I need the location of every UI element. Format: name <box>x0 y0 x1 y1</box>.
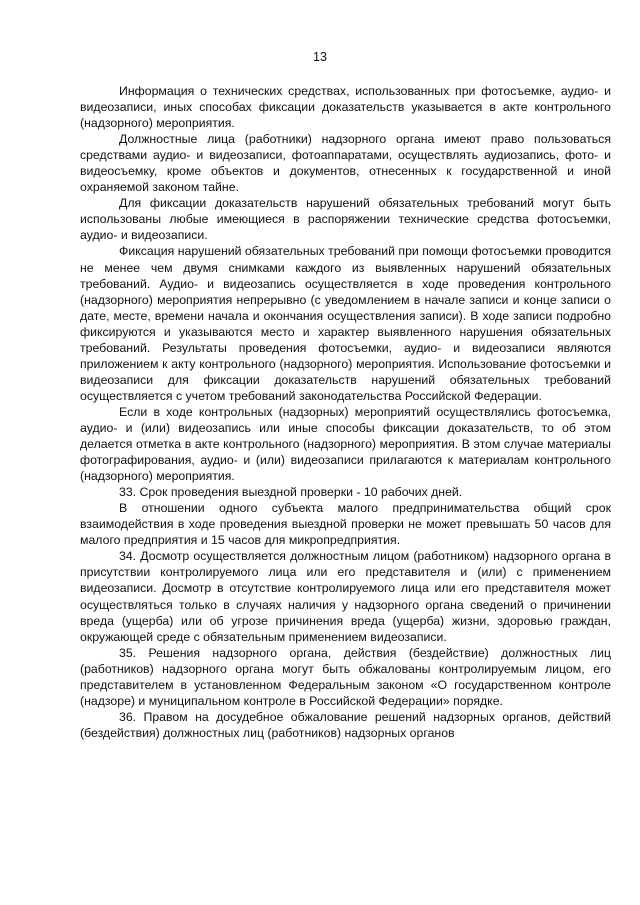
paragraph-photo-fixation: Фиксация нарушений обязательных требований при помощи фотосъемки проводится не менее чем двумя снимками каждого из выявленных нарушений обязательных требований. Аудио- и видеозапись осуществляется в ходе проведения контрольного (надзорного) мероприятия непрерывно (с уведомлением в начале записи и конце записи о дате, месте, времени начала и окончания осуществления записи). В ходе записи подробно фиксируются и указываются место и характер выявленного нарушения обязательных требований. Результаты проведения фотосъемки, аудио- и видеозаписи являются приложением к акту контрольного (надзорного) мероприятия. Использование фотосъемки и видеозаписи для фиксации доказательств нарушений обязательных требований осуществляется с учетом требований законодательства Российской Федерации. <box>80 244 611 403</box>
page-number: 13 <box>313 50 327 64</box>
paragraph-small-business-limit: В отношении одного субъекта малого предпринимательства общий срок взаимодействия в ходе проведения выездной проверки не может превышать 50 часов для малого предприятия и 15 часов для микропредприятия. <box>80 501 611 548</box>
document-body <box>80 83 611 741</box>
paragraph-act-mark: Если в ходе контрольных (надзорных) мероприятий осуществлялись фотосъемка, аудио- и (или) видеозапись или иные способы фиксации доказательств, то об этом делается отметка в акте контрольного (надзорного) мероприятия. В этом случае материалы фотографирования, аудио- и (или) видеозаписи прилагаются к материалам контрольного (надзорного) мероприятия. <box>80 404 611 484</box>
paragraph-technical-means: Информация о технических средствах, использованных при фотосъемке, аудио- и видеозаписи, иных способах фиксации доказательств указывается в акте контрольного (надзорного) мероприятия. <box>80 84 611 131</box>
paragraph-34-inspection: 34. Досмотр осуществляется должностным лицом (работником) надзорного органа в присутствии контролируемого лица или его представителя и (или) с применением видеозаписи. Досмотр в отсутствие контролируемого лица или его представителя может осуществляться только в случаях наличия у надзорного органа сведений о причинении вреда (ущерба) или об угрозе причинения вреда (ущерба) жизни, здоровью граждан, окружающей среде с обязательным применением видеозаписи. <box>80 549 611 644</box>
paragraph-36-pretrial-appeal: 36. Правом на досудебное обжалование решений надзорных органов, действий (бездействия) должностных лиц (работников) надзорных органов <box>80 709 611 740</box>
paragraph-officials-rights: Должностные лица (работники) надзорного органа имеют право пользоваться средствами аудио- и видеозаписи, фотоаппаратами, осуществлять аудиозапись, фото- и видеосъемку, кроме объектов и документов, отнесенных к государственной и иной охраняемой законом тайне. <box>80 132 611 195</box>
paragraph-33-inspection-term: 33. Срок проведения выездной проверки - 10 рабочих дней. <box>119 485 463 500</box>
paragraph-35-appeal: 35. Решения надзорного органа, действия (бездействие) должностных лиц (работников) надзорного органа могут быть обжалованы контролируемым лицом, его представителем в установленном Федеральным законом «О государственном контроле (надзоре) и муниципальном контроле в Российской Федерации» порядке. <box>80 645 611 708</box>
paragraph-technical-equipment: Для фиксации доказательств нарушений обязательных требований могут быть использованы любые имеющиеся в распоряжении технические средства фотосъемки, аудио- и видеозаписи. <box>80 196 611 243</box>
